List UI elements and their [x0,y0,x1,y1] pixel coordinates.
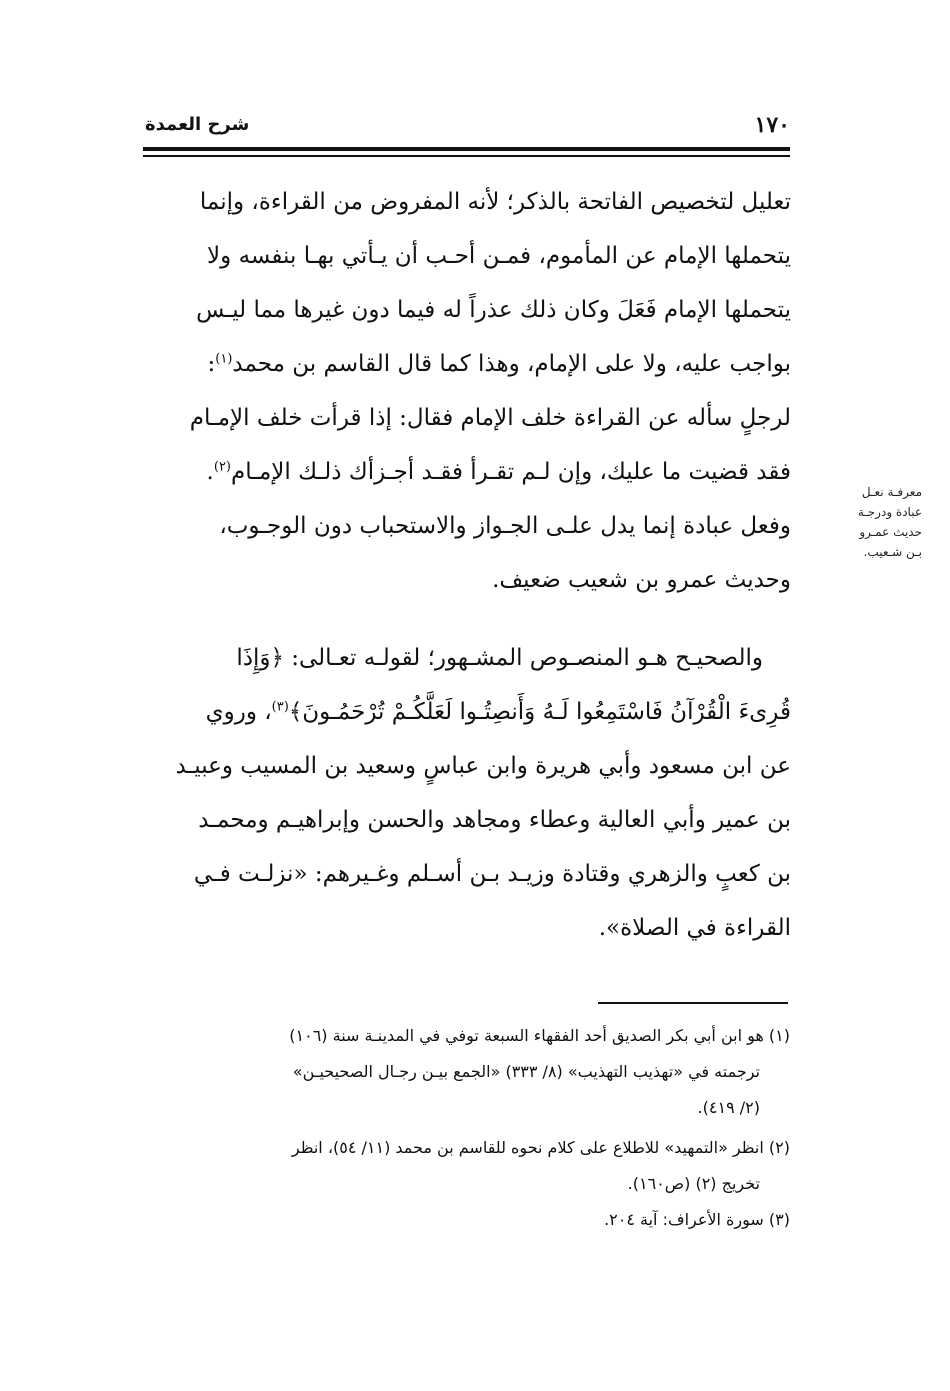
text-line: تعليل لتخصيص الفاتحة بالذكر؛ لأنه المفروض من القراءة، وإنما [199,189,791,215]
footnote-ref-2[interactable]: (٢) [213,459,231,475]
text-line-end: . [206,459,214,485]
header-rule-thin [143,155,790,157]
text-line: بن عمير وأبي العالية وعطاء ومجاهد والحسن وإبراهيـم ومحمـد [198,807,791,833]
text-line-content: فقد قضيت ما عليك، وإن لـم تقـرأ فقـد أجـزأك ذلـك الإمـام [231,459,791,485]
text-line: عن ابن مسعود وأبي هريرة وابن عباسٍ وسعيد بن المسيب وعبيـد [175,753,791,779]
footnote-3: (٣) سورة الأعراف: آية ٢٠٤. [604,1210,790,1229]
margin-note-line: معرفـة نعـل [861,485,922,499]
text-line [143,445,791,499]
margin-note-line: بـن شـعيب. [863,545,922,559]
text-line: وحديث عمرو بن شعيب ضعيف. [492,567,791,593]
text-line: بن كعبٍ والزهري وقتادة وزيـد بـن أسـلم وغـيرهم: «نزلـت فـي [193,861,791,887]
margin-note [804,482,922,562]
page-header [143,112,790,162]
margin-note-line: حديث عمـرو [859,525,922,539]
text-line: يتحملها الإمام فَعَلَ وكان ذلك عذراً له فيما دون غيرها مما ليـس [196,297,791,323]
text-line-end: ، وروي [205,699,272,725]
text-line: لرجلٍ سأله عن القراءة خلف الإمام فقال: إذا قرأت خلف الإمـام [189,405,791,431]
footnote-ref-1[interactable]: (١) [215,351,233,367]
margin-note-line: عبادة ودرجـة [857,505,922,519]
text-line: والصحيـح هـو المنصـوص المشـهور؛ لقولـه تعـالى: ﴿وَإِذَا [236,645,763,671]
text-line: وفعل عبادة إنما يدل علـى الجـواز والاستحباب دون الوجـوب، [219,513,791,539]
text-line: يتحملها الإمام عن المأموم، فمـن أحـب أن يـأتي بهـا بنفسه ولا [207,243,791,269]
main-text [143,175,791,955]
footnote-ref-3[interactable]: (٣) [271,699,289,715]
text-line: القراءة في الصلاة». [598,915,791,941]
footnote-1-continuation: (٢/ ٤١٩). [697,1098,760,1117]
text-line [143,337,791,391]
footnote-2-continuation: تخريج (٢) (ص١٦٠). [627,1174,760,1193]
running-title: شرح العمدة [145,114,250,135]
footnote-1: (١) هو ابن أبي بكر الصديق أحد الفقهاء السبعة توفي في المدينـة سنة (١٠٦) [289,1026,790,1045]
header-rule-thick [143,147,790,151]
footnote-separator [598,1002,788,1004]
quran-verse: قُرِىءَ الْقُرْآنُ فَاسْتَمِعُوا لَـهُ وَأَنصِتُـوا لَعَلَّكُـمْ تُرْحَمُـونَ﴾ [288,699,791,725]
footnote-1-continuation: ترجمته في «تهذيب التهذيب» (٨/ ٣٣٣) «الجمع بيـن رجـال الصحيحيـن» [292,1062,760,1081]
text-line [143,685,791,739]
text-line-content: بواجب عليه، ولا على الإمام، وهذا كما قال القاسم بن محمد [232,351,791,377]
page-number: ١٧٠ [754,112,790,138]
footnotes [138,1018,790,1238]
footnote-2: (٢) انظر «التمهيد» للاطلاع على كلام نحوه للقاسم بن محمد (١١/ ٥٤)، انظر [291,1138,790,1157]
paragraph-gap [143,607,791,631]
text-line-end: : [207,351,216,377]
